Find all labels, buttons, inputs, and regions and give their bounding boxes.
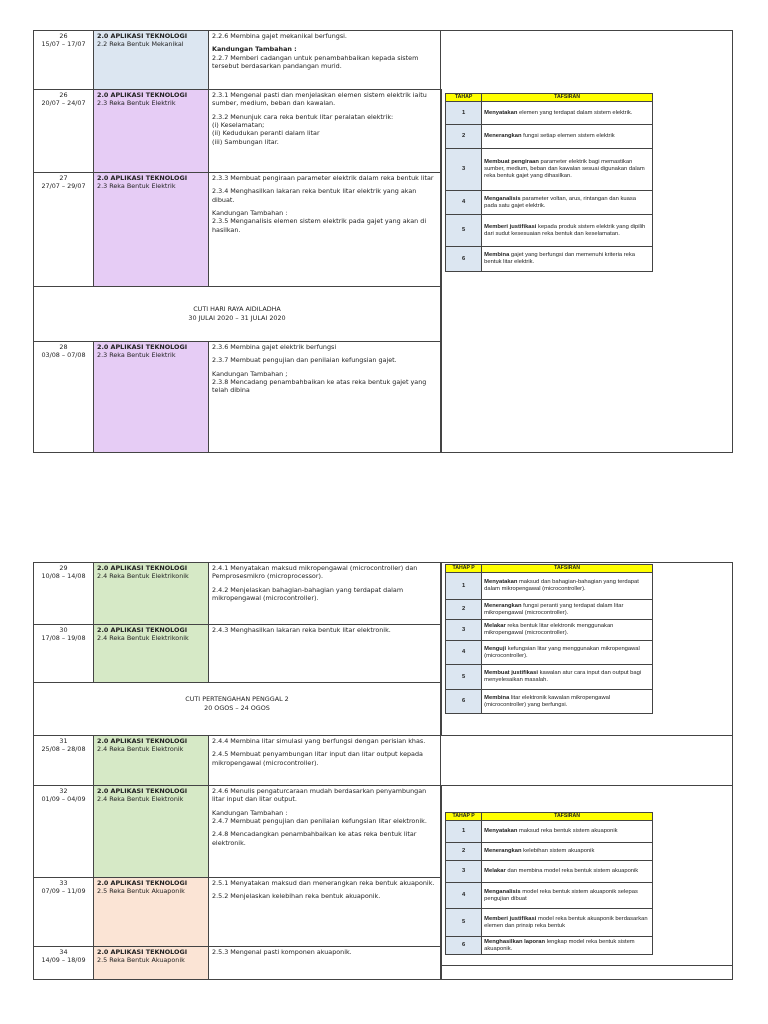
rubric-desc [482,641,653,665]
rubric-key: Menyatakan [484,828,518,835]
rubric-row [446,665,653,690]
week-cell [34,31,94,89]
topic-cell [94,563,209,624]
rubric-level: 5 [446,909,482,937]
table-row [34,877,441,946]
week-dates: 15/07 – 17/07 [41,40,86,49]
notes-cell [441,736,732,785]
standards-cell [209,173,441,286]
week-number: 34 [59,948,68,956]
rubric-text: model reka bentuk sistem akuaponik selepas pengujian dibuat [484,888,638,902]
topic-cell [94,625,209,682]
rubric-text: kelebihan sistem akuaponik [521,848,595,855]
rubric-desc [482,149,653,191]
week-dates: 27/07 – 29/07 [41,182,86,191]
topic-title: 2.0 APLIKASI TEKNOLOGI [97,626,188,634]
table-row [34,172,441,286]
rubric-row [446,937,653,955]
column-divider [441,89,442,452]
rubric-level: 4 [446,641,482,665]
rubric-text: litar elektronik kawalan mikropengawal (microcontroller) yang berfungsi. [484,694,611,708]
rubric-row [446,149,653,191]
rubric-key: Menghasilkan laporan [484,938,546,945]
rubric-level: 6 [446,690,482,714]
standard-text: 2.4.1 Menyatakan maksud mikropengawal (microcontroller) dan Pemprosesmikro (microprocessor). [212,564,418,581]
holiday-title: CUTI HARI RAYA AIDILADHA [193,305,281,313]
holiday-title: CUTI PERTENGAHAN PENGGAL 2 [185,695,289,703]
rubric-level: 6 [446,937,482,955]
week-number: 26 [59,32,68,40]
topic-cell [94,947,209,979]
rubric-row [446,247,653,272]
rubric-key: Membina [484,694,510,701]
rubric-row [446,641,653,665]
table-row [34,735,732,785]
standard-text: Kandungan Tambahan ; 2.3.8 Mencadang penambahbaikan ke atas reka bentuk gajet yang telah dibina [212,369,427,395]
topic-subtitle: 2.4 Reka Bentuk Elektronik [97,795,184,804]
topic-title: 2.0 APLIKASI TEKNOLOGI [97,32,188,40]
rubric-row [446,821,653,843]
standards-cell [209,342,441,452]
rubric-desc-header: TAFSIRAN [482,813,653,821]
topic-subtitle: 2.4 Reka Bentuk Elektrikonik [97,572,189,581]
rubric-row [446,620,653,641]
standard-text: 2.3.6 Membina gajet elektrik berfungsi [212,343,337,351]
standard-text: 2.4.5 Membuat penyambungan litar input dan litar output kepada mikropengawal (microcontroller). [212,750,423,767]
week-cell [34,625,94,682]
row-divider [441,965,732,966]
rubric-level: 4 [446,883,482,909]
rubric-row [446,573,653,600]
topic-subtitle: 2.4 Reka Bentuk Elektronik [97,745,184,754]
rubric-text: gajet yang berfungsi dan memenuhi kriteria reka bentuk litar elektrik. [484,252,635,265]
rubric-text: reka bentuk litar elektronik menggunakan mikropengawal (microcontroller). [484,623,614,636]
holiday-banner [34,286,441,341]
rubric-key: Menganalisis [484,888,521,895]
rubric-table-3 [445,812,653,955]
rubric-text: lengkap model reka bentuk sistem akuaponik. [484,938,635,952]
topic-subtitle: 2.2 Reka Bentuk Mekanikal [97,40,184,49]
rubric-text: maksud reka bentuk sistem akuaponik [517,828,618,835]
rubric-text: parameter elektrik bagi memastikan sumber, medium, beban dan kawalan sesuai digunakan dalam reka bentuk gajet yang dihasilkan. [484,159,645,179]
standard-text: 2.5.2 Menjelaskan kelebihan reka bentuk akuaponik. [212,892,381,901]
rubric-row [446,690,653,714]
rubric-level: 2 [446,843,482,861]
topic-title: 2.0 APLIKASI TEKNOLOGI [97,948,188,956]
rubric-desc [482,125,653,149]
topic-cell [94,31,209,89]
rubric-desc [482,247,653,272]
holiday-dates: 20 OGOS – 24 OGOS [204,703,270,712]
rubric-key: Melakar [484,868,506,875]
rubric-text: model reka bentuk akuaponik berdasarkan elemen dan prinsip reka bentuk [484,915,648,929]
rubric-desc [482,861,653,883]
topic-subtitle: 2.5 Reka Bentuk Akuaponik [97,956,185,965]
table-row [34,785,441,877]
standard-text: 2.4.6 Menulis pengaturcaraan mudah berdasarkan penyambungan litar input dan litar output. [212,787,427,804]
rubric-key: Memberi justifikasi [484,915,537,922]
rubric-key: Menerangkan [484,848,522,855]
standards-cell [209,625,441,682]
notes-cell [441,31,732,89]
week-dates: 14/09 – 18/09 [41,956,86,965]
rubric-level: 5 [446,215,482,247]
rubric-level: 4 [446,191,482,215]
standard-text: 2.5.3 Mengenal pasti komponen akuaponik. [212,948,352,956]
standard-text: Kandungan Tambahan : [212,45,297,54]
standard-text: 2.4.8 Mencadangkan penambahbaikan ke atas reka bentuk litar elektronik. [212,830,417,847]
topic-cell [94,90,209,172]
rubric-row [446,883,653,909]
rubric-desc [482,843,653,861]
rubric-key: Membuat justifikasi [484,670,538,677]
week-dates: 03/08 – 07/08 [41,351,86,360]
rubric-desc [482,573,653,600]
topic-subtitle: 2.3 Reka Bentuk Elektrik [97,99,176,108]
rubric-desc-header: TAFSIRAN [482,565,653,573]
topic-subtitle: 2.5 Reka Bentuk Akuaponik [97,887,185,896]
topic-title: 2.0 APLIKASI TEKNOLOGI [97,91,188,99]
column-divider [441,785,442,979]
holiday-banner [34,682,441,735]
rubric-level: 5 [446,665,482,690]
week-cell [34,90,94,172]
rubric-row [446,843,653,861]
standard-text: 2.2.6 Membina gajet mekanikal berfungsi. [212,32,347,40]
rubric-key: Melakar [484,623,506,630]
rubric-table-2 [445,564,653,714]
topic-cell [94,786,209,877]
topic-title: 2.0 APLIKASI TEKNOLOGI [97,343,188,351]
rubric-desc [482,883,653,909]
standard-text: 2.4.4 Membina litar simulasi yang berfungsi dengan perisian khas. [212,737,426,745]
rubric-level: 3 [446,620,482,641]
rubric-key: Menguji [484,645,507,652]
week-dates: 01/09 – 04/09 [41,795,86,804]
week-dates: 25/08 – 28/08 [41,745,86,754]
holiday-dates: 30 JULAI 2020 – 31 JULAI 2020 [188,313,286,322]
standards-cell [209,878,441,946]
week-number: 29 [59,564,68,572]
rubric-text: fungsi setiap elemen sistem elektrik [521,133,615,140]
rubric-desc [482,102,653,125]
table-row [34,946,441,979]
rubric-text: maksud dan bahagian-bahagian yang terdapat dalam mikropengawal (microcontroller). [484,579,639,592]
week-cell [34,342,94,452]
rubric-key: Membuat pengiraan [484,159,539,166]
rubric-level: 1 [446,821,482,843]
standard-text: 2.3.2 Menunjuk cara reka bentuk litar peralatan elektrik: (i) Keselamatan; (ii) Kedudukan peranti dalam litar (iii) Sambungan litar. [212,112,394,146]
rubric-row [446,909,653,937]
rubric-level: 3 [446,861,482,883]
rubric-level: 3 [446,149,482,191]
standards-cell [209,563,441,624]
topic-subtitle: 2.3 Reka Bentuk Elektrik [97,182,176,191]
standards-cell [209,90,441,172]
week-dates: 17/08 – 19/08 [41,634,86,643]
week-cell [34,563,94,624]
rubric-key: Menyatakan [484,579,518,586]
rubric-desc [482,191,653,215]
rubric-key: Menerangkan [484,602,522,609]
table-row [34,31,732,89]
standards-cell [209,736,441,785]
rubric-text: fungsi peranti yang terdapat dalam litar mikropengawal (microcontroller). [484,602,624,616]
topic-title: 2.0 APLIKASI TEKNOLOGI [97,564,188,572]
standard-text: 2.3.1 Mengenal pasti dan menjelaskan elemen sistem elektrik iaitu sumber, medium, beban dan kawalan. [212,91,427,108]
week-cell [34,786,94,877]
rubric-level-header: TAHAP [446,94,482,102]
rubric-key: Menganalisis [484,195,521,202]
standard-text: 2.5.1 Menyatakan maksud dan menerangkan reka bentuk akuaponik. [212,879,435,887]
topic-subtitle: 2.3 Reka Bentuk Elektrik [97,351,176,360]
table-row [34,624,441,682]
standard-text: 2.3.4 Menghasilkan lakaran reka bentuk litar elektrik yang akan dibuat. [212,187,417,204]
standard-text: Kandungan Tambahan : 2.4.7 Membuat pengujian dan penilaian kefungsian litar elektronik. [212,808,427,825]
topic-cell [94,878,209,946]
rubric-desc [482,620,653,641]
standards-cell [209,947,441,979]
standard-text: 2.3.3 Membuat pengiraan parameter elektrik dalam reka bentuk litar [212,174,434,182]
rubric-text: kepada produk sistem elektrik yang dipilih dari sudut kesesuaian reka bentuk dan keselamatan. [484,223,646,237]
standard-text: Kandungan Tambahan : 2.3.5 Menganalisis elemen sistem elektrik pada gajet yang akan di hasilkan. [212,208,427,234]
rubric-desc [482,665,653,690]
standard-text: 2.4.3 Menghasilkan lakaran reka bentuk litar elektronik. [212,626,391,634]
table-row [34,341,441,452]
rubric-row [446,125,653,149]
standards-cell [209,31,441,89]
standard-text: 2.3.7 Membuat pengujian dan penilaian kefungsian gajet. [212,356,397,365]
topic-cell [94,173,209,286]
rubric-level: 2 [446,600,482,620]
week-number: 27 [59,174,68,182]
rubric-text: dan membina model reka bentuk sistem akuaponik [505,868,639,875]
topic-subtitle: 2.4 Reka Bentuk Elektrikonik [97,634,189,643]
week-cell [34,878,94,946]
rubric-desc-header: TAFSIRAN [482,94,653,102]
rubric-text: kefungsian litar yang menggunakan mikropengawal (microcontroller). [484,645,640,659]
rubric-desc [482,690,653,714]
week-number: 33 [59,879,68,887]
topic-title: 2.0 APLIKASI TEKNOLOGI [97,787,188,795]
rubric-level-header: TAHAP P [446,565,482,573]
rubric-text: parameter voltan, arus, rintangan dan kuasa pada satu gajet elektrik. [484,195,636,209]
rubric-header-row [446,94,653,102]
week-cell [34,173,94,286]
standards-cell [209,786,441,877]
rubric-header-row [446,813,653,821]
rubric-text: elemen yang terdapat dalam sistem elektrik. [517,109,633,116]
topic-title: 2.0 APLIKASI TEKNOLOGI [97,737,188,745]
rubric-table-1 [445,93,653,272]
week-number: 31 [59,737,68,745]
rubric-key: Memberi justifikasi [484,223,537,230]
rubric-key: Menyatakan [484,109,518,116]
rubric-desc [482,821,653,843]
standard-text: 2.4.2 Menjelaskan bahagian-bahagian yang terdapat dalam mikropengawal (microcontroller). [212,585,404,602]
topic-title: 2.0 APLIKASI TEKNOLOGI [97,174,188,182]
topic-cell [94,342,209,452]
week-dates: 10/08 – 14/08 [41,572,86,581]
table-row [34,563,441,624]
week-dates: 20/07 – 24/07 [41,99,86,108]
rubric-level: 6 [446,247,482,272]
week-cell [34,736,94,785]
rubric-desc [482,909,653,937]
rubric-level: 2 [446,125,482,149]
rubric-desc [482,600,653,620]
column-divider [441,563,442,735]
rubric-desc [482,215,653,247]
rubric-row [446,191,653,215]
rubric-level: 1 [446,573,482,600]
standard-text: 2.2.7 Memberi cadangan untuk penambahbaikan kepada sistem tersebut berdasarkan pandangan murid. [212,53,419,70]
week-number: 32 [59,787,68,795]
rubric-row [446,600,653,620]
topic-cell [94,736,209,785]
topic-title: 2.0 APLIKASI TEKNOLOGI [97,879,188,887]
rubric-key: Menerangkan [484,133,522,140]
week-cell [34,947,94,979]
rubric-key: Membina [484,252,510,259]
rubric-row [446,215,653,247]
rubric-header-row [446,565,653,573]
week-dates: 07/09 – 11/09 [41,887,86,896]
row-divider [441,785,732,786]
rubric-desc [482,937,653,955]
rubric-row [446,861,653,883]
table-row [34,89,441,172]
rubric-level-header: TAHAP P [446,813,482,821]
rubric-text: kawalan atur cara input dan output bagi menyelesaikan masalah. [484,670,642,683]
week-number: 30 [59,626,68,634]
week-number: 28 [59,343,68,351]
rubric-level: 1 [446,102,482,125]
week-number: 26 [59,91,68,99]
rubric-row [446,102,653,125]
